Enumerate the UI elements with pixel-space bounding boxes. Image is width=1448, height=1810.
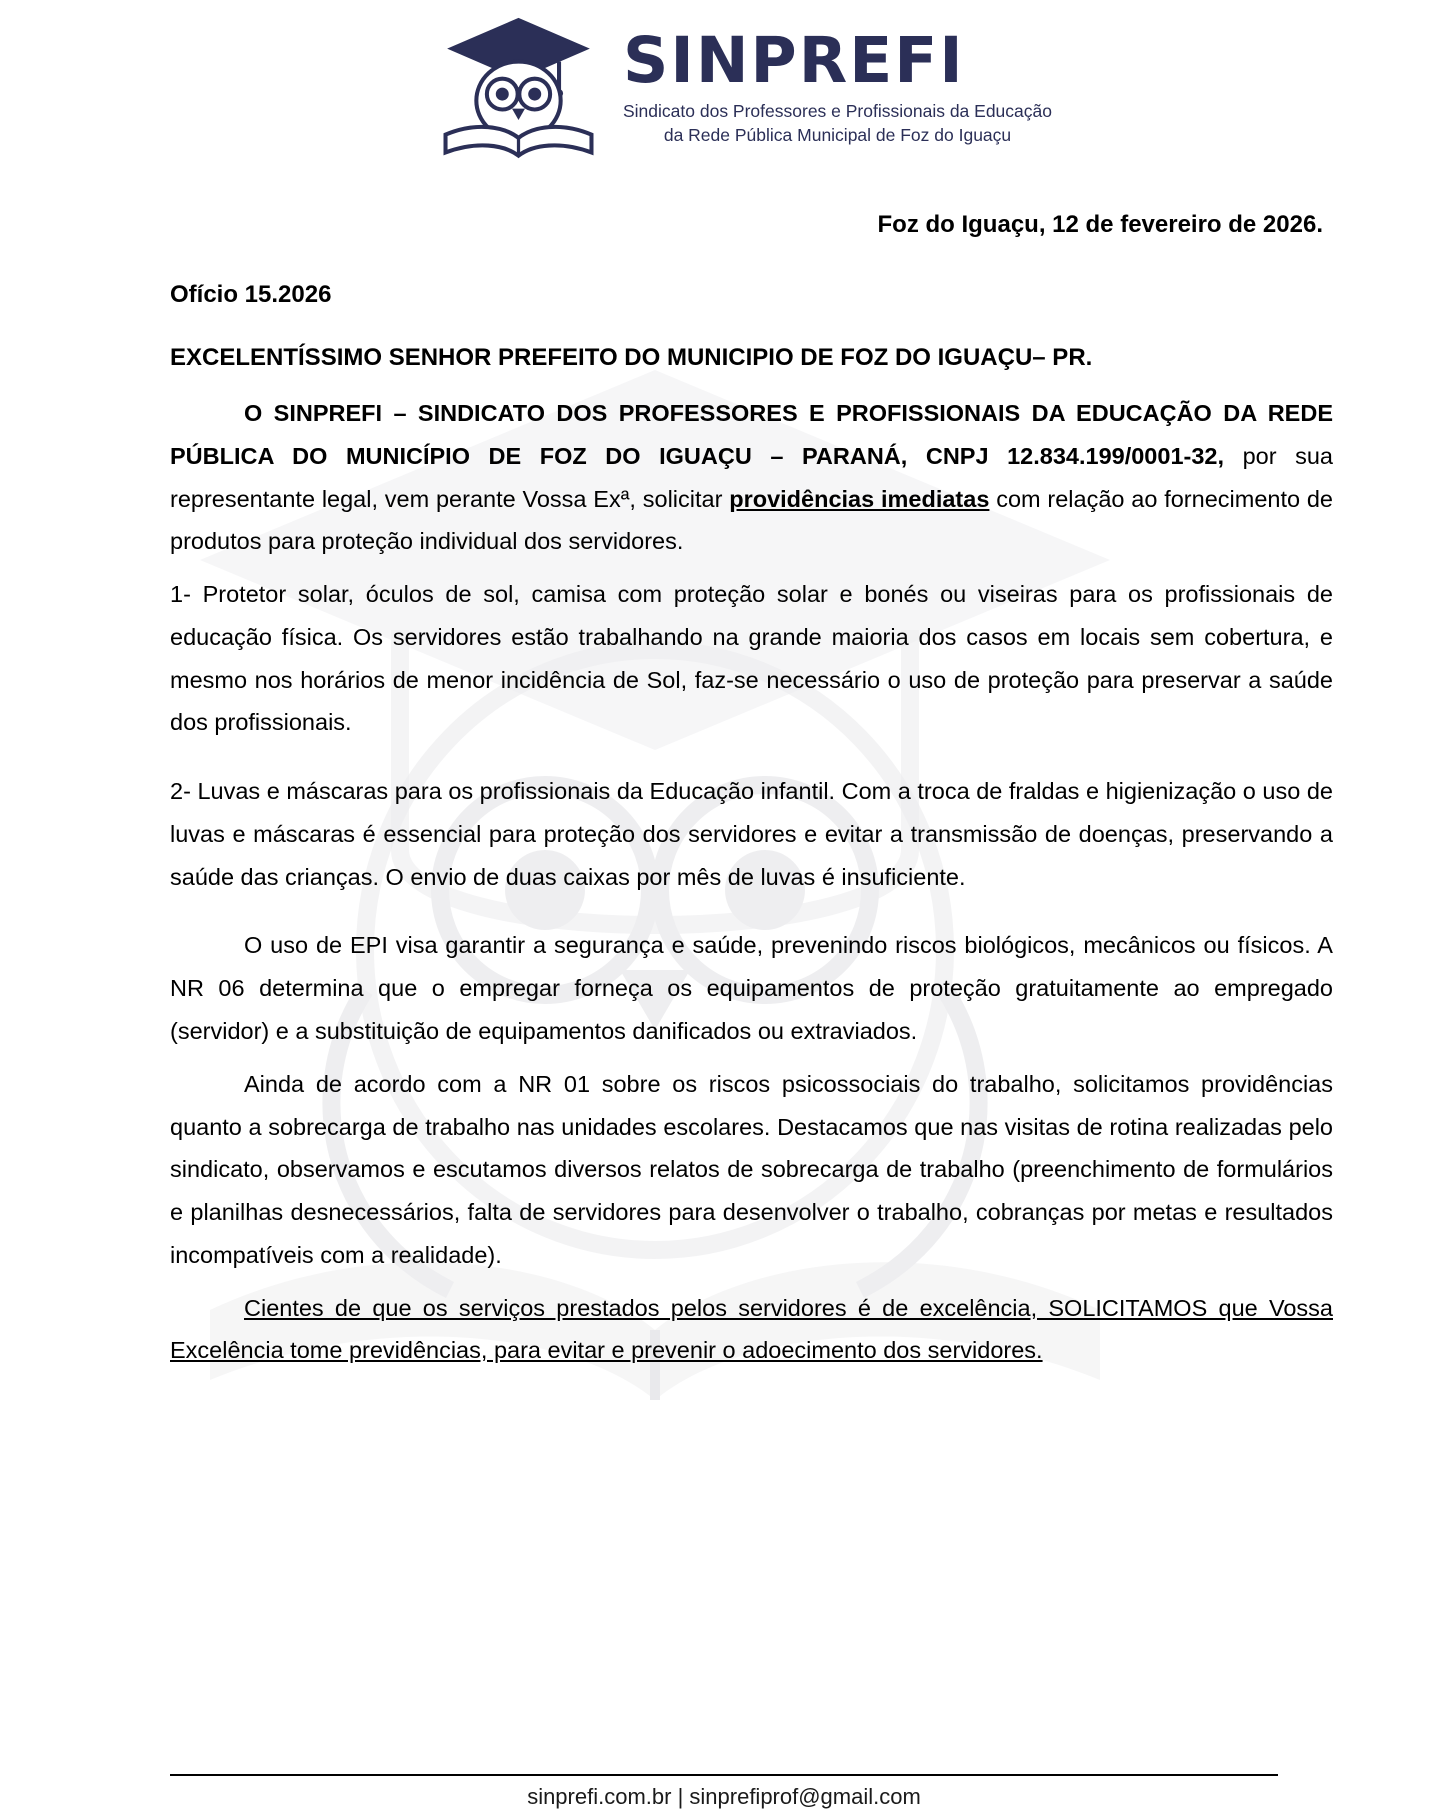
item-2-paragraph: 2- Luvas e máscaras para os profissionais da Educação infantil. Com a troca de fraldas e higienização o uso de luvas e máscaras é essencial para proteção dos servidores e evitar a transmissão de doenças, preservando a saúde das crianças. O envio de duas caixas por mês de luvas é insuficiente.: [170, 778, 1333, 890]
addressee-line: EXCELENTÍSSIMO SENHOR PREFEITO DO MUNICIPIO DE FOZ DO IGUAÇU– PR.: [170, 344, 1093, 372]
spacer: [170, 754, 1333, 770]
logo-subtitle-line-2: da Rede Pública Municipal de Foz do Iguaçu: [663, 124, 1012, 145]
intro-emphasis-text: providências imediatas: [729, 485, 990, 512]
owl-book-logo-icon: [436, 13, 601, 163]
closing-paragraph: Cientes de que os serviços prestados pelos servidores é de excelência, SOLICITAMOS que Vossa Excelência tome previdências, para evitar e prevenir o adoecimento dos servidores.: [170, 1294, 1333, 1364]
epi-paragraph: O uso de EPI visa garantir a segurança e saúde, prevenindo riscos biológicos, mecânicos ou físicos. A NR 06 determina que o empregar forneça os equipamentos de proteção gratuitamente ao empregado (servidor) e a substituição de equipamentos danificados ou extraviados.: [170, 932, 1333, 1044]
spacer: [170, 908, 1333, 924]
item-1-paragraph: 1- Protetor solar, óculos de sol, camisa com proteção solar e bonés ou viseiras para os profissionais de educação física. Os servidores estão trabalhando na grande maioria dos casos em locais sem cobertura, e mesmo nos horários de menor incidência de Sol, faz-se necessário o uso de proteção para preservar a saúde dos profissionais.: [170, 581, 1333, 736]
date-line: Foz do Iguaçu, 12 de fevereiro de 2026.: [877, 211, 1323, 238]
page-footer: [170, 1774, 1278, 1810]
intro-bold-text: O SINPREFI – SINDICATO DOS PROFESSORES E PROFISSIONAIS DA EDUCAÇÃO DA REDE PÚBLICA DO MUNICÍPIO DE FOZ DO IGUAÇU – PARANÁ, CNPJ 12.834.199/0001-32,: [170, 400, 1333, 469]
intro-rest-text: por sua representante legal, vem perante Vossa Exª, solicitar: [170, 442, 1333, 512]
nr01-paragraph: Ainda de acordo com a NR 01 sobre os riscos psicossociais do trabalho, solicitamos providências quanto a sobrecarga de trabalho nas unidades escolares. Destacamos que nas visitas de rotina realizadas pelo sindicato, observamos e escutamos diversos relatos de sobrecarga de trabalho (preenchimento de formulários e planilhas desnecessários, falta de servidores para desenvolver o trabalho, cobranças por metas e resultados incompatíveis com a realidade).: [170, 1070, 1333, 1268]
footer-contact: sinprefi.com.br | sinprefiprof@gmail.com: [527, 1784, 921, 1809]
footer-divider: [170, 1774, 1278, 1776]
header-logo: [0, 0, 1448, 175]
intro-paragraph: [170, 392, 1333, 563]
document-body: [0, 203, 1448, 1372]
logo-title: SINPREFI: [623, 23, 965, 97]
intro-tail-text: com relação ao fornecimento de produtos para proteção individual dos servidores.: [170, 485, 1333, 555]
logo-subtitle-line-1: Sindicato dos Professores e Profissionais da Educação: [623, 100, 1052, 121]
oficio-number: Ofício 15.2026: [170, 280, 332, 308]
